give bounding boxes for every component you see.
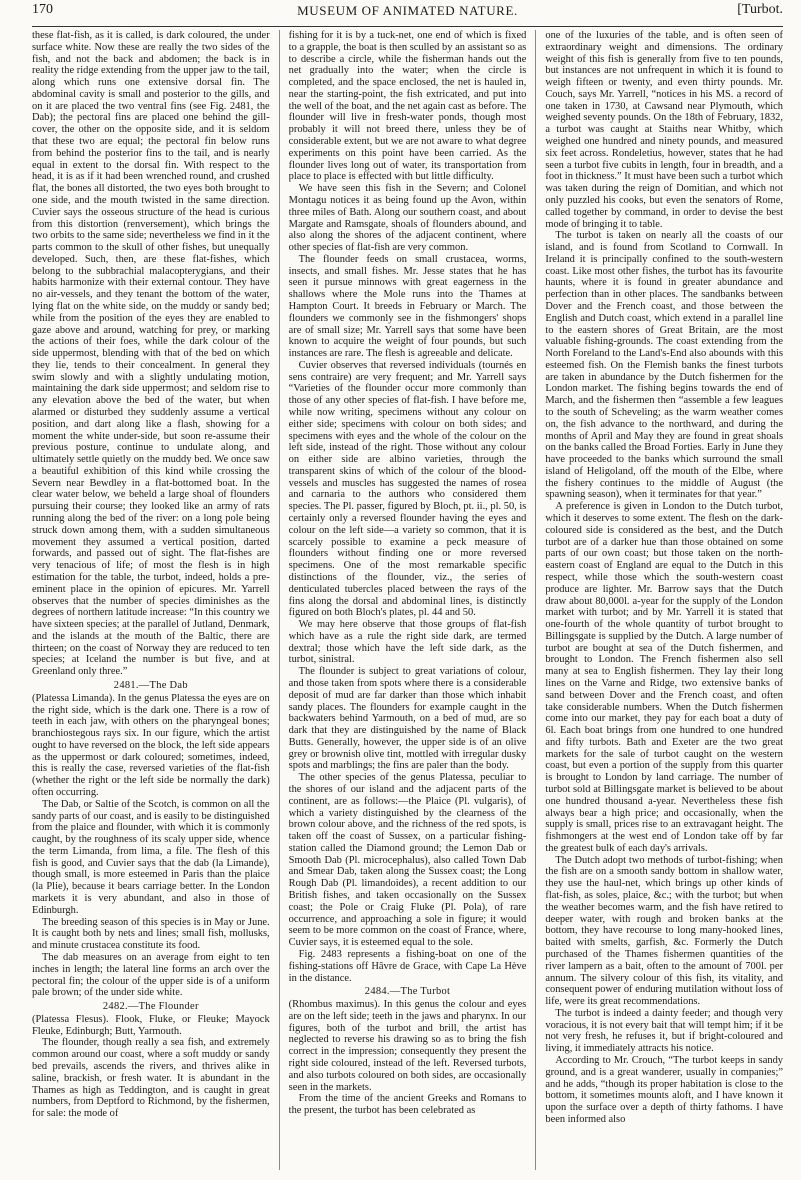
paragraph: The dab measures on an average from eight to ten inches in length; the lateral line forms an arch over the pectoral fin; the colour of the upper side is of a uniform pale brown; of the under side white. [32,951,270,999]
section-tag: [Turbot. [737,2,783,17]
paragraph: (Platessa Flesus). Flook, Fluke, or Fleuke; Mayock Fleuke, Edinburgh; Butt, Yarmouth. [32,1013,270,1037]
paragraph: The breeding season of this species is in May or June. It is caught both by nets and lines; small fish, mollusks, and minute crustacea constitute its food. [32,916,270,952]
page [0,2,801,1180]
paragraph: these flat-fish, as it is called, is dark coloured, the under surface white. Now these are really the two sides of the fish, and not the back and abdomen; the back is in reality the ridge extending from the upper jaw to the tail, along which runs one extensive dorsal fin. The abdominal cavity is small and posterior to the gills, and on it are placed the two ventral fins (see Fig. 2481, the Dab); the pectoral fins are placed one behind the gill-cover, the other on the opposite side, and it is seldom that these two are equal; the pectoral fin below runs from behind the posterior fins to the tail, and is nearly equal in extent to the dorsal fin. With respect to the head, it is as if it had been wrenched round, and crushed flat, the bones all distorted, the two eyes both brought to one side, and the mouth twisted in the same direction. Cuvier says the osseous structure of the head is curious from this distortion (renversement), which brings the two orbits to the same side; nevertheless we find in it the parts common to the skull of other fishes, but unequally developed. Such, then, are these flat-fishes, which belong to the subbrachial malacopterygians, and their habits harmonize with their external contour. They have no air-vessels, and they tenant the bottom of the water, lying flat on the white side, on the muddy or sandy bed; while from the position of the eyes they are enabled to gaze above and around, watching for prey, or marking the actions of their foes, while the dark colour of the side uppermost, blending with that of the bed on which they lie, tends to their concealment. In general they swim slowly and with a slightly undulating motion, maintaining the dark side uppermost; and seldom rise to any elevation above the bed of the water, but when alarmed or disturbed they suddenly assume a vertical position, and dart along like a flash, showing for a moment the white under-side, but soon re-assume their previous posture, continue to undulate along, and ultimately settle quietly on the muddy bed. We once saw a beautiful exhibition of this kind while crossing the Severn near Bewdley in a flat-bottomed boat. In the clear water below, we beheld a large shoal of flounders pursuing their course; they looked like an army of rats running along the bed of the river: on a long pole being struck down among them, with a sudden simultaneous movement they assumed a vertical position, darted forwards, and passed out of sight. The flat-fishes are very tenacious of life; of most the flesh is in high estimation for the table, the turbot, indeed, holds a pre-eminent place in the opinion of epicures. Mr. Yarrell observes that the number of species diminishes as the degrees of northern latitude increase: “In this country we have sixteen species; at the parallel of Jutland, Denmark, and the islands at the mouth of the Baltic, there are thirteen; on the coast of Norway they are reduced to ten species; at Iceland the number is but five, and at Greenland only three.” [32,30,270,678]
section-heading: 2482.—The Flounder [102,1001,199,1013]
paragraph: The Dutch adopt two methods of turbot-fishing; when the fish are on a smooth sandy bottom in shallow water, they use the haul-net, which brings up other kinds of flat-fish, as soles, plaice, &c.; with the turbot; but when the weather becomes warm, and the fish have retired to deeper water, with rough and broken banks at the bottom, they have recourse to long many-hooked lines, baited with smelts, garfish, &c. Formerly the Dutch purchased of the Thames fishermen quantities of the river lampern as a bait, often to the amount of 700l. per annum. The silvery colour of this fish, its vitality, and consequent power of enduring mutilation without loss of life, were its great recommendations. [545,854,784,1008]
paragraph: According to Mr. Crouch, “The turbot keeps in sandy ground, and is a great wanderer, usually in companies;” and he adds, “though its proper habitation is close to the bottom, it sometimes mounts aloft, and I have known it upon the surface over a depth of thirty fathoms. I have been informed also [545,1054,784,1125]
paragraph: The Dab, or Saltie of the Scotch, is common on all the sandy parts of our coast, and is easily to be distinguished from the plaice and flounder, with which it is commonly caught, by the roughness of its scaly upper side, whence the term Limanda, from lima, a file. The flesh of this fish is good, and Cuvier says that the dab (la Limande), though small, is more esteemed in Paris than the plaice (la Plie), because it bears carriage better. In the London markets it is very abundant, and also in those of Edinburgh. [32,798,270,916]
paragraph: The turbot is taken on nearly all the coasts of our island, and is found from Scotland to Cornwall. In Ireland it is principally confined to the south-western coast. Like most other fishes, the turbot has its favourite haunts, where it is found in greater abundance and perfection than in other places. The sandbanks between Dover and the French coast, and those between the English and Dutch coast, which extend in a parallel line to the eastern shores of Great Britain, are the most valuable fishing-grounds. The coast extending from the North Foreland to the Land's-End also abounds with this esteemed fish. On the Flemish banks the finest turbots are taken in abundance by the Dutch fishermen for the London market. The fishing begins towards the end of March, and the fishermen then “assemble a few leagues to the south of Scheveling; as the warm weather comes on, the fish advance to the northward, and during the months of April and May they are found in great shoals on the banks called the Broad Forties. Early in June they have proceeded to the banks which surround the small island of Heligoland, off the mouth of the Elbe, where the fishery continues to the middle of August (the spawning season), when it terminates for that year.” [545,230,784,501]
paragraph: Cuvier observes that reversed individuals (tournés en sens contraire) are very frequent; and Mr. Yarrell says “Varieties of the flounder occur more commonly than those of any other species of flat-fish. I have before me, while now writing, specimens without any colour on either side; specimens with colour on both sides; and specimens with eyes and the whole of the colour on the left side, instead of the right. Those without any colour on either side are albino varieties, through the transparent skins of which of the colour of the blood-vessels and muscles has suggested the names of rosea and carnaria to the authors who considered them species. The Pl. passer, figured by Bloch, pt. ii., pl. 50, is certainly only a reversed flounder having the eyes and colour on the left side—a variety so common, that it is scarcely possible to examine a peck measure of flounders without finding one or more reversed specimens. One of the most remarkable specific distinctions of the flounder, viz., the series of denticulated tubercles placed between the rays of the fins along the dorsal and abdominal lines, is distinctly figured on both Bloch's plates, pl. 44 and 50. [288,359,527,619]
paragraph: We may here observe that those groups of flat-fish which have as a rule the right side dark, are termed dextral; those which have the left side dark, as the turbot, sinistral. [288,619,527,666]
paragraph: fishing for it is by a tuck-net, one end of which is fixed to a grapple, the boat is then sculled by an assistant so as to describe a circle, while the fisherman hands out the net gradually into the water; when the circle is completed, and the space enclosed, the net is hauled in, near the starting-point, the fish extricated, and put into the well of the boat, and the net again cast as before. The flounder will live in fresh-water ponds, though most probably it will not breed there, unless they be of considerable extent, but we are not aware to what degree experiments on this point have been carried. As the flounder lives long out of water, its transportation from place to place is effected with but little difficulty. [288,30,527,183]
page-number: 170 [32,2,53,17]
text-columns [32,30,783,1170]
paragraph: The flounder, though really a sea fish, and extremely common around our coast, where a soft muddy or sandy bed prevails, ascends the rivers, and thrives alike in saline, brackish, or fresh water. It is abundant in the Thames as high as Teddington, and is caught in great numbers, from Deptford to Richmond, by the fishermen, for sale: the mode of [32,1037,270,1120]
column-separator [279,30,280,1170]
column-left [32,30,270,1170]
section-heading: 2484.—The Turbot [364,986,451,998]
paragraph: The flounder is subject to great variations of colour, and those taken from spots where there is a considerable deposit of mud are far darker than those which inhabit sandy places. The flounders for example caught in the backwaters behind Yarmouth, on a bed of mud, are so dark that they are distinguished by the name of Black Butts. Generally, however, the upper side is of an olive grey or brownish olive tint, mottled with irregular dusky spots and marblings; the fins are paler than the body. [288,666,527,772]
header-rule [32,26,783,27]
paragraph: one of the luxuries of the table, and is often seen of extraordinary weight and dimensions. The ordinary weight of this fish is generally from five to ten pounds, but instances are not unfrequent in which it is found to weigh fifteen or twenty, and even thirty pounds. Mr. Couch, says Mr. Yarrell, “notices in his MS. a record of one taken in 1730, at Cawsand near Plymouth, which weighed seventy pounds. On the 18th of February, 1832, a turbot was caught at Staiths near Whitby, which weighed one hundred and ninety pounds, and measured six feet across. Rondeletius, however, states that he had seen a turbot five cubits in length, four in breadth, and a foot in thickness.” It must have been such a turbot which was taken during the reign of Domitian, and which not only puzzled his cooks, but even the senators of Rome, called together by command, in order to devise the best mode of bringing it to table. [545,30,784,230]
paragraph: The turbot is indeed a dainty feeder; and though very voracious, it is not every bait that will tempt him; if it be not very fresh, he refuses it, but if bright-coloured and living, it immediately attracts his notice. [545,1007,784,1055]
section-heading: 2481.—The Dab [113,679,188,691]
running-title: MUSEUM OF ANIMATED NATURE. [297,3,518,18]
paragraph: Fig. 2483 represents a fishing-boat on one of the fishing-stations off Hâvre de Grace, with Cape La Hève in the distance. [288,948,527,984]
column-right [545,30,783,1170]
column-separator [535,30,536,1170]
paragraph: The flounder feeds on small crustacea, worms, insects, and small fishes. Mr. Jesse states that he has seen it pursue minnows with great eagerness in the shallows where the Mole runs into the Thames at Hampton Court. It breeds in February or March. The flounders we commonly see in the fishmongers' shops are of small size; Mr. Yarrell says that some have been known to acquire the weight of four pounds, but such instances are rare. The flesh is agreeable and delicate. [288,253,527,360]
running-header [32,2,783,26]
paragraph: A preference is given in London to the Dutch turbot, which it deserves to some extent. The flesh on the dark-coloured side is considered as the best, and the Dutch turbot are of a darker hue than those obtained on some parts of our own coast; but those taken on the north-eastern coast of England are equal to the Dutch in this respect, while those which the south-western coast produce are lighter. Mr. Barrow says that the Dutch draw about 80,000l. a-year for the supply of the London market with turbot; and by Mr. Yarrell it is stated that one-fourth of the whole quantity of turbot brought to Billingsgate is supplied by the Dutch. A large number of turbot are bought at sea of the Dutch fishermen, and brought to London. The French fishermen also sell many at sea to English fishermen. They lay their long lines on the Varne and Ridge, two extensive banks of sand between Dover and the French coast, and often take considerable numbers. When the Dutch fishermen come into our market, they pay for each boat a duty of 6l. Each boat brings from one hundred to one hundred and fifty turbots. Bath and Exeter are the two great markets for the sale of turbot caught on the western coast, but even a portion of the supply from this quarter is brought to London by land carriage. The number of turbot sold at Billingsgate market is believed to be about one hundred thousand a-year. Nevertheless these fish always bear a high price; and occasionally, when the supply is small, prices rise to an extravagant height. The fishmongers at the west end of London take off by far the greatest bulk of each day's arrivals. [545,501,784,854]
column-middle [289,30,527,1170]
paragraph: We have seen this fish in the Severn; and Colonel Montagu notices it as being found up the Avon, within three miles of Bath. Along our southern coast, and about Margate and Ramsgate, shoals of flounders abound, and also along the shores of the adjacent continent, where other species of flat-fish are very common. [288,183,527,254]
paragraph: From the time of the ancient Greeks and Romans to the present, the turbot has been celebrated as [288,1093,527,1117]
paragraph: (Platessa Limanda). In the genus Platessa the eyes are on the right side, which is the dark one. There is a row of teeth in each jaw, with others on the pharyngeal bones; branchiostegous rays six. In our figure, which the artist ought to have reversed on the block, the left side appears as the uppermost or dark coloured; sometimes, indeed, this is really the case, reversed varieties of the flat-fish (whether the right or the left side be normally the dark) often occurring. [32,692,270,798]
paragraph: (Rhombus maximus). In this genus the colour and eyes are on the left side; teeth in the jaws and pharynx. In our figures, both of the turbot and brill, the artist has neglected to reverse his drawing so as to bring the fish correct in the impression; consequently they present the right side coloured, instead of the left. Reversed turbots, and also turbots coloured on both sides, are occasionally seen in the markets. [288,999,527,1093]
paragraph: The other species of the genus Platessa, peculiar to the shores of our island and the adjacent parts of the continent, are as follows:—the Plaice (Pl. vulgaris), of which a variety distinguished by the clearness of the brown colour above, and the richness of the red spots, is taken off the coast of Sussex, on a particular fishing-station called the Diamond ground; the Lemon Dab or Smooth Dab (Pl. microcephalus), also called Town Dab and Smear Dab, taken along the Sussex coast; the Long Rough Dab (Pl. limandoides), a recent addition to our British fishes, and taken occasionally on the Sussex coast; the Pole or Craig Fluke (Pl. Pola), of rare occurrence, and approaching a sole in figure; it would seem to be more common on the coast of France, where, Cuvier says, it is esteemed equal to the sole. [288,772,527,949]
